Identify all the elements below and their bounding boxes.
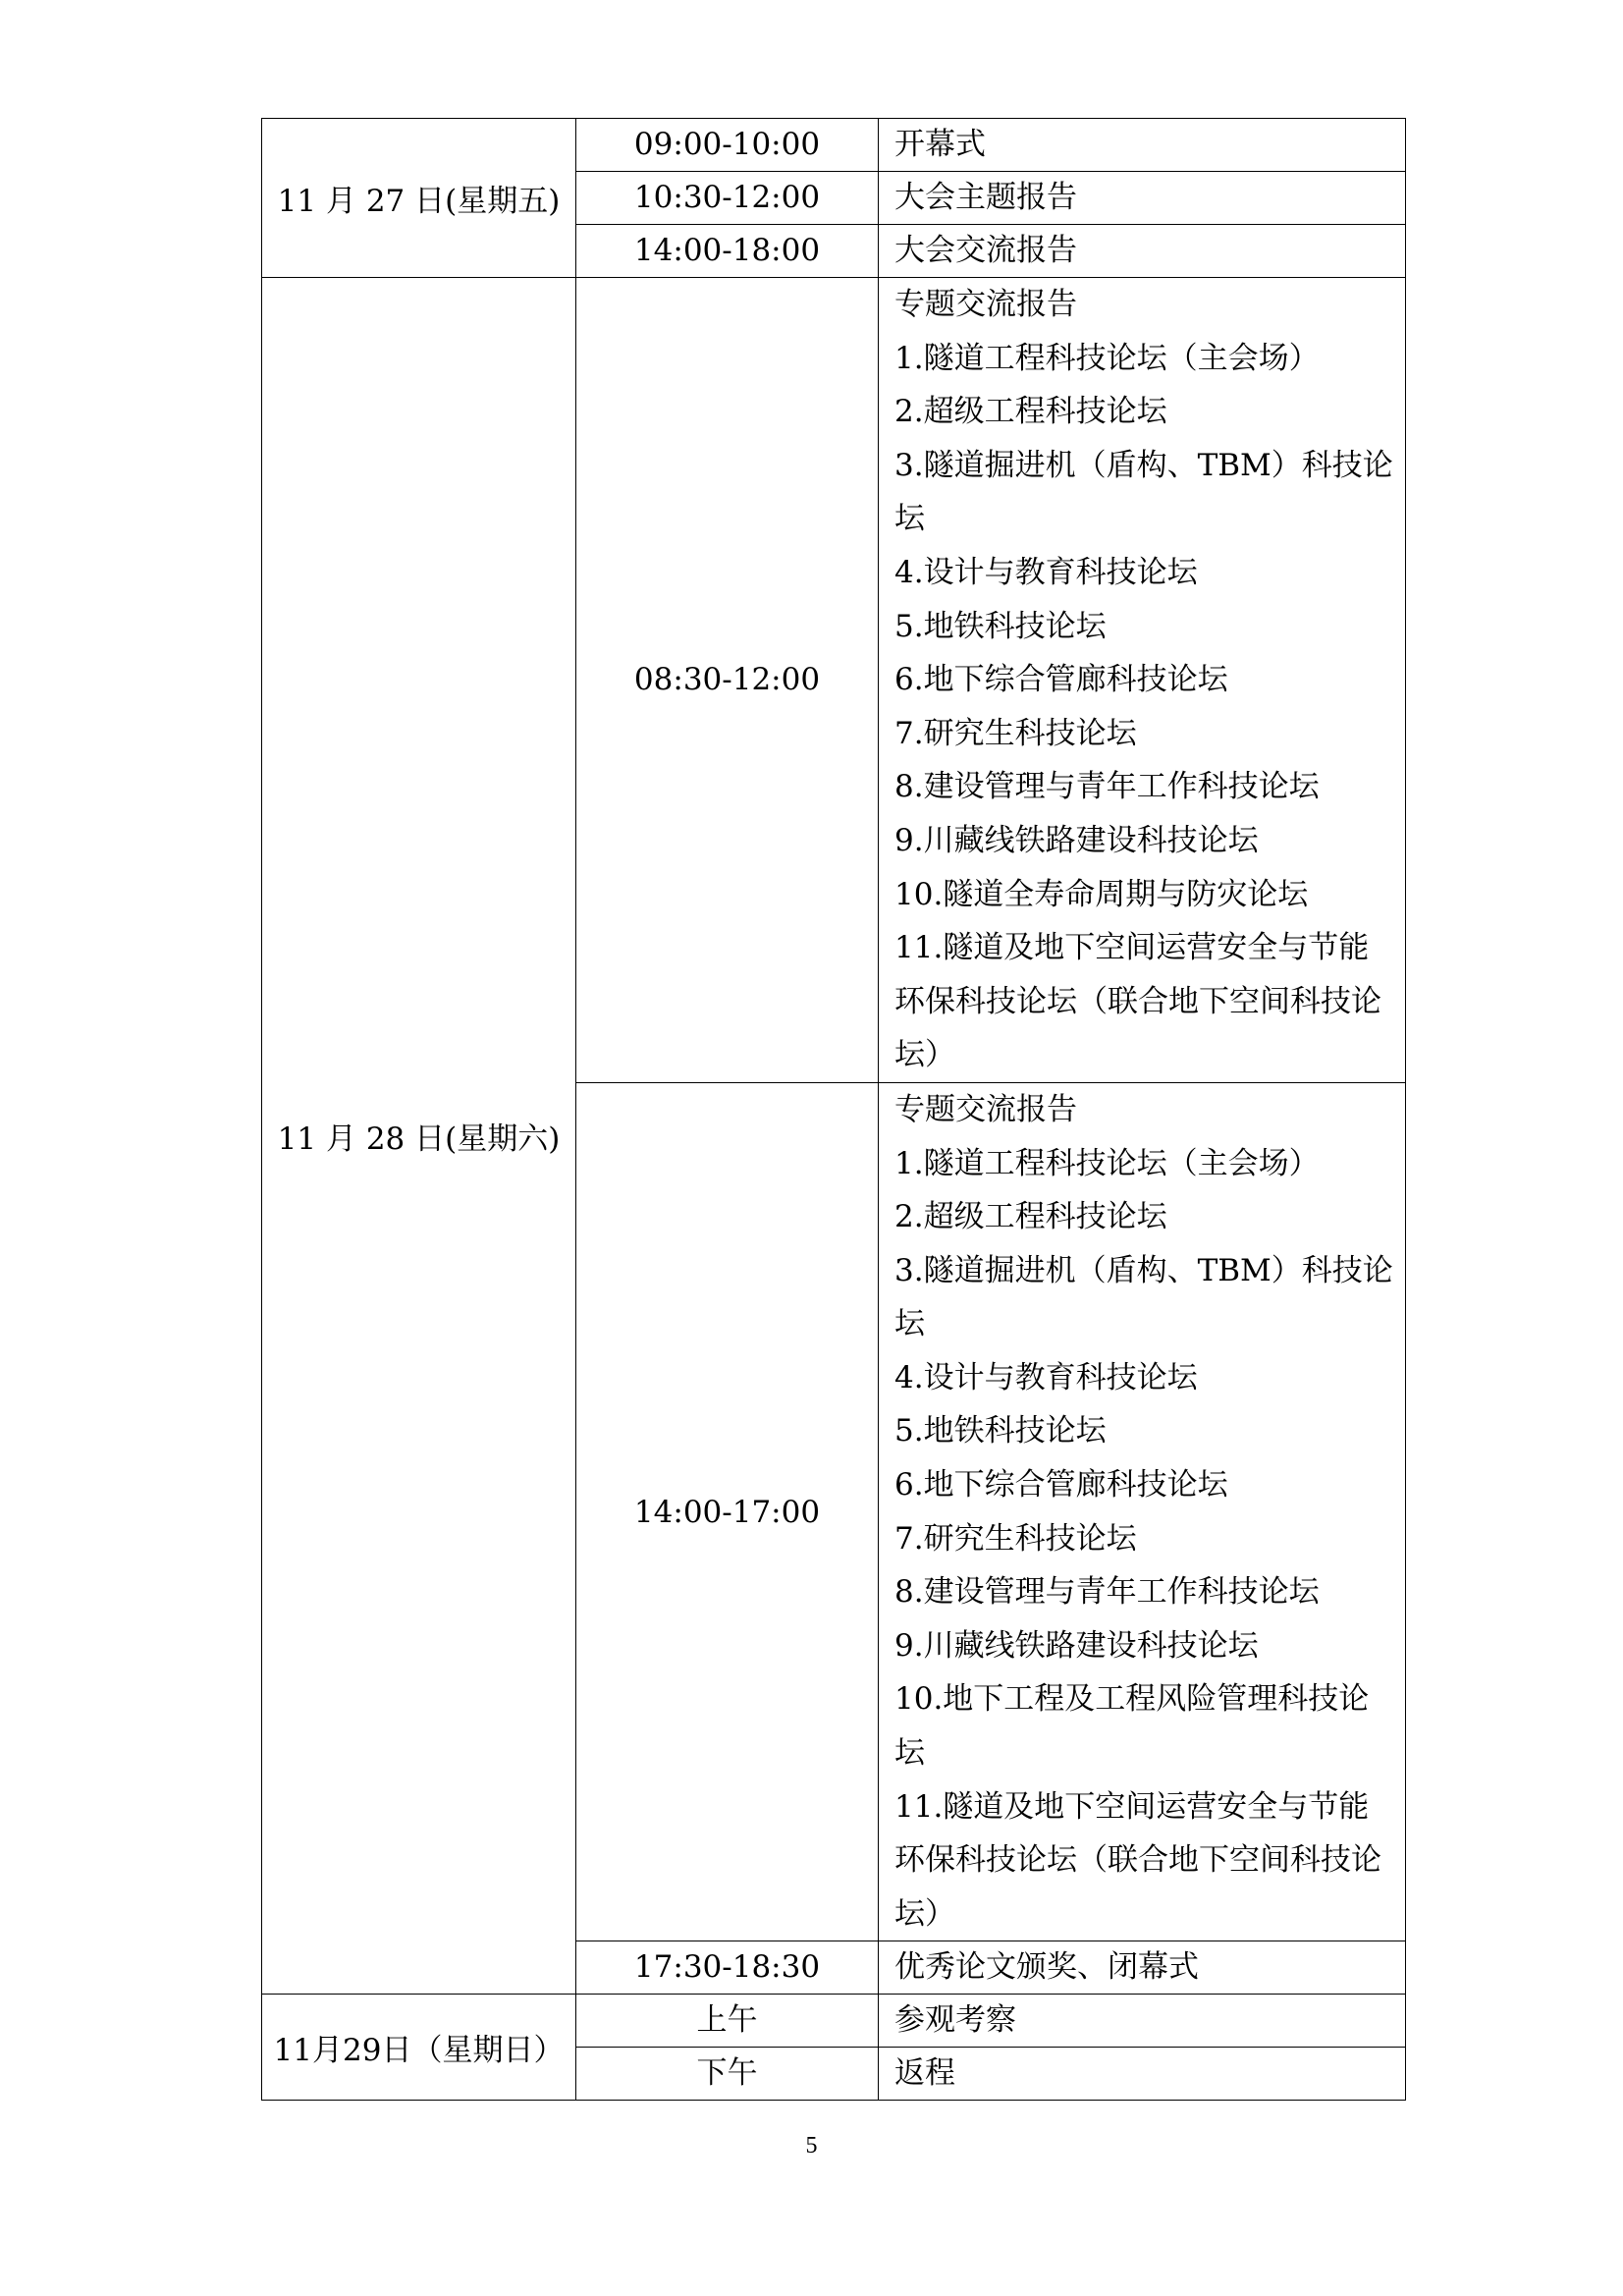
list-item: 6.地下综合管廊科技论坛 <box>894 1467 1228 1503</box>
list-item: 11.隧道及地下空间运营安全与节能环保科技论坛（联合地下空间科技论坛） <box>894 1788 1381 1932</box>
page-number: 5 <box>805 2133 818 2159</box>
list-item: 7.研究生科技论坛 <box>894 1520 1137 1557</box>
item-cell <box>879 278 1406 1083</box>
item-cell: 大会交流报告 <box>879 225 1406 278</box>
list-item: 10.地下工程及工程风险管理科技论坛 <box>894 1681 1370 1772</box>
time-cell: 下午 <box>576 2048 879 2101</box>
list-item: 8.建设管理与青年工作科技论坛 <box>894 769 1320 805</box>
table-row <box>262 119 1406 172</box>
item-cell: 参观考察 <box>879 1995 1406 2048</box>
time-cell: 08:30-12:00 <box>576 278 879 1083</box>
list-item: 5.地铁科技论坛 <box>894 608 1107 644</box>
table-row <box>262 278 1406 1083</box>
list-item: 3.隧道掘进机（盾构、TBM）科技论坛 <box>894 1252 1393 1342</box>
date-cell: 11 月 27 日(星期五) <box>262 119 576 278</box>
list-item: 2.超级工程科技论坛 <box>894 1199 1167 1235</box>
item-cell <box>879 1082 1406 1941</box>
item-cell: 开幕式 <box>879 119 1406 172</box>
time-cell: 17:30-18:30 <box>576 1941 879 1995</box>
time-cell: 09:00-10:00 <box>576 119 879 172</box>
list-item: 4.设计与教育科技论坛 <box>894 1359 1198 1395</box>
list-item: 7.研究生科技论坛 <box>894 715 1137 751</box>
schedule-table <box>261 118 1406 2101</box>
item-cell: 大会主题报告 <box>879 172 1406 225</box>
time-cell: 10:30-12:00 <box>576 172 879 225</box>
list-item: 专题交流报告 <box>894 287 1077 322</box>
time-cell: 14:00-18:00 <box>576 225 879 278</box>
list-item: 9.川藏线铁路建设科技论坛 <box>894 822 1259 858</box>
list-item: 5.地铁科技论坛 <box>894 1413 1107 1449</box>
time-cell: 上午 <box>576 1995 879 2048</box>
date-cell: 11 月 28 日(星期六) <box>262 278 576 1995</box>
item-cell: 优秀论文颁奖、闭幕式 <box>879 1941 1406 1995</box>
list-item: 1.隧道工程科技论坛（主会场） <box>894 340 1320 376</box>
list-item: 3.隧道掘进机（盾构、TBM）科技论坛 <box>894 447 1393 537</box>
list-item: 1.隧道工程科技论坛（主会场） <box>894 1145 1320 1181</box>
list-item: 2.超级工程科技论坛 <box>894 394 1167 430</box>
list-item: 4.设计与教育科技论坛 <box>894 554 1198 590</box>
list-item: 10.隧道全寿命周期与防灾论坛 <box>894 876 1309 912</box>
list-item: 9.川藏线铁路建设科技论坛 <box>894 1627 1259 1664</box>
list-item: 8.建设管理与青年工作科技论坛 <box>894 1574 1320 1611</box>
item-cell: 返程 <box>879 2048 1406 2101</box>
list-item: 专题交流报告 <box>894 1091 1077 1127</box>
list-item: 6.地下综合管廊科技论坛 <box>894 662 1228 698</box>
time-cell: 14:00-17:00 <box>576 1082 879 1941</box>
list-item: 11.隧道及地下空间运营安全与节能环保科技论坛（联合地下空间科技论坛） <box>894 930 1381 1073</box>
date-cell: 11月29日（星期日） <box>262 1995 576 2101</box>
table-row <box>262 1995 1406 2048</box>
